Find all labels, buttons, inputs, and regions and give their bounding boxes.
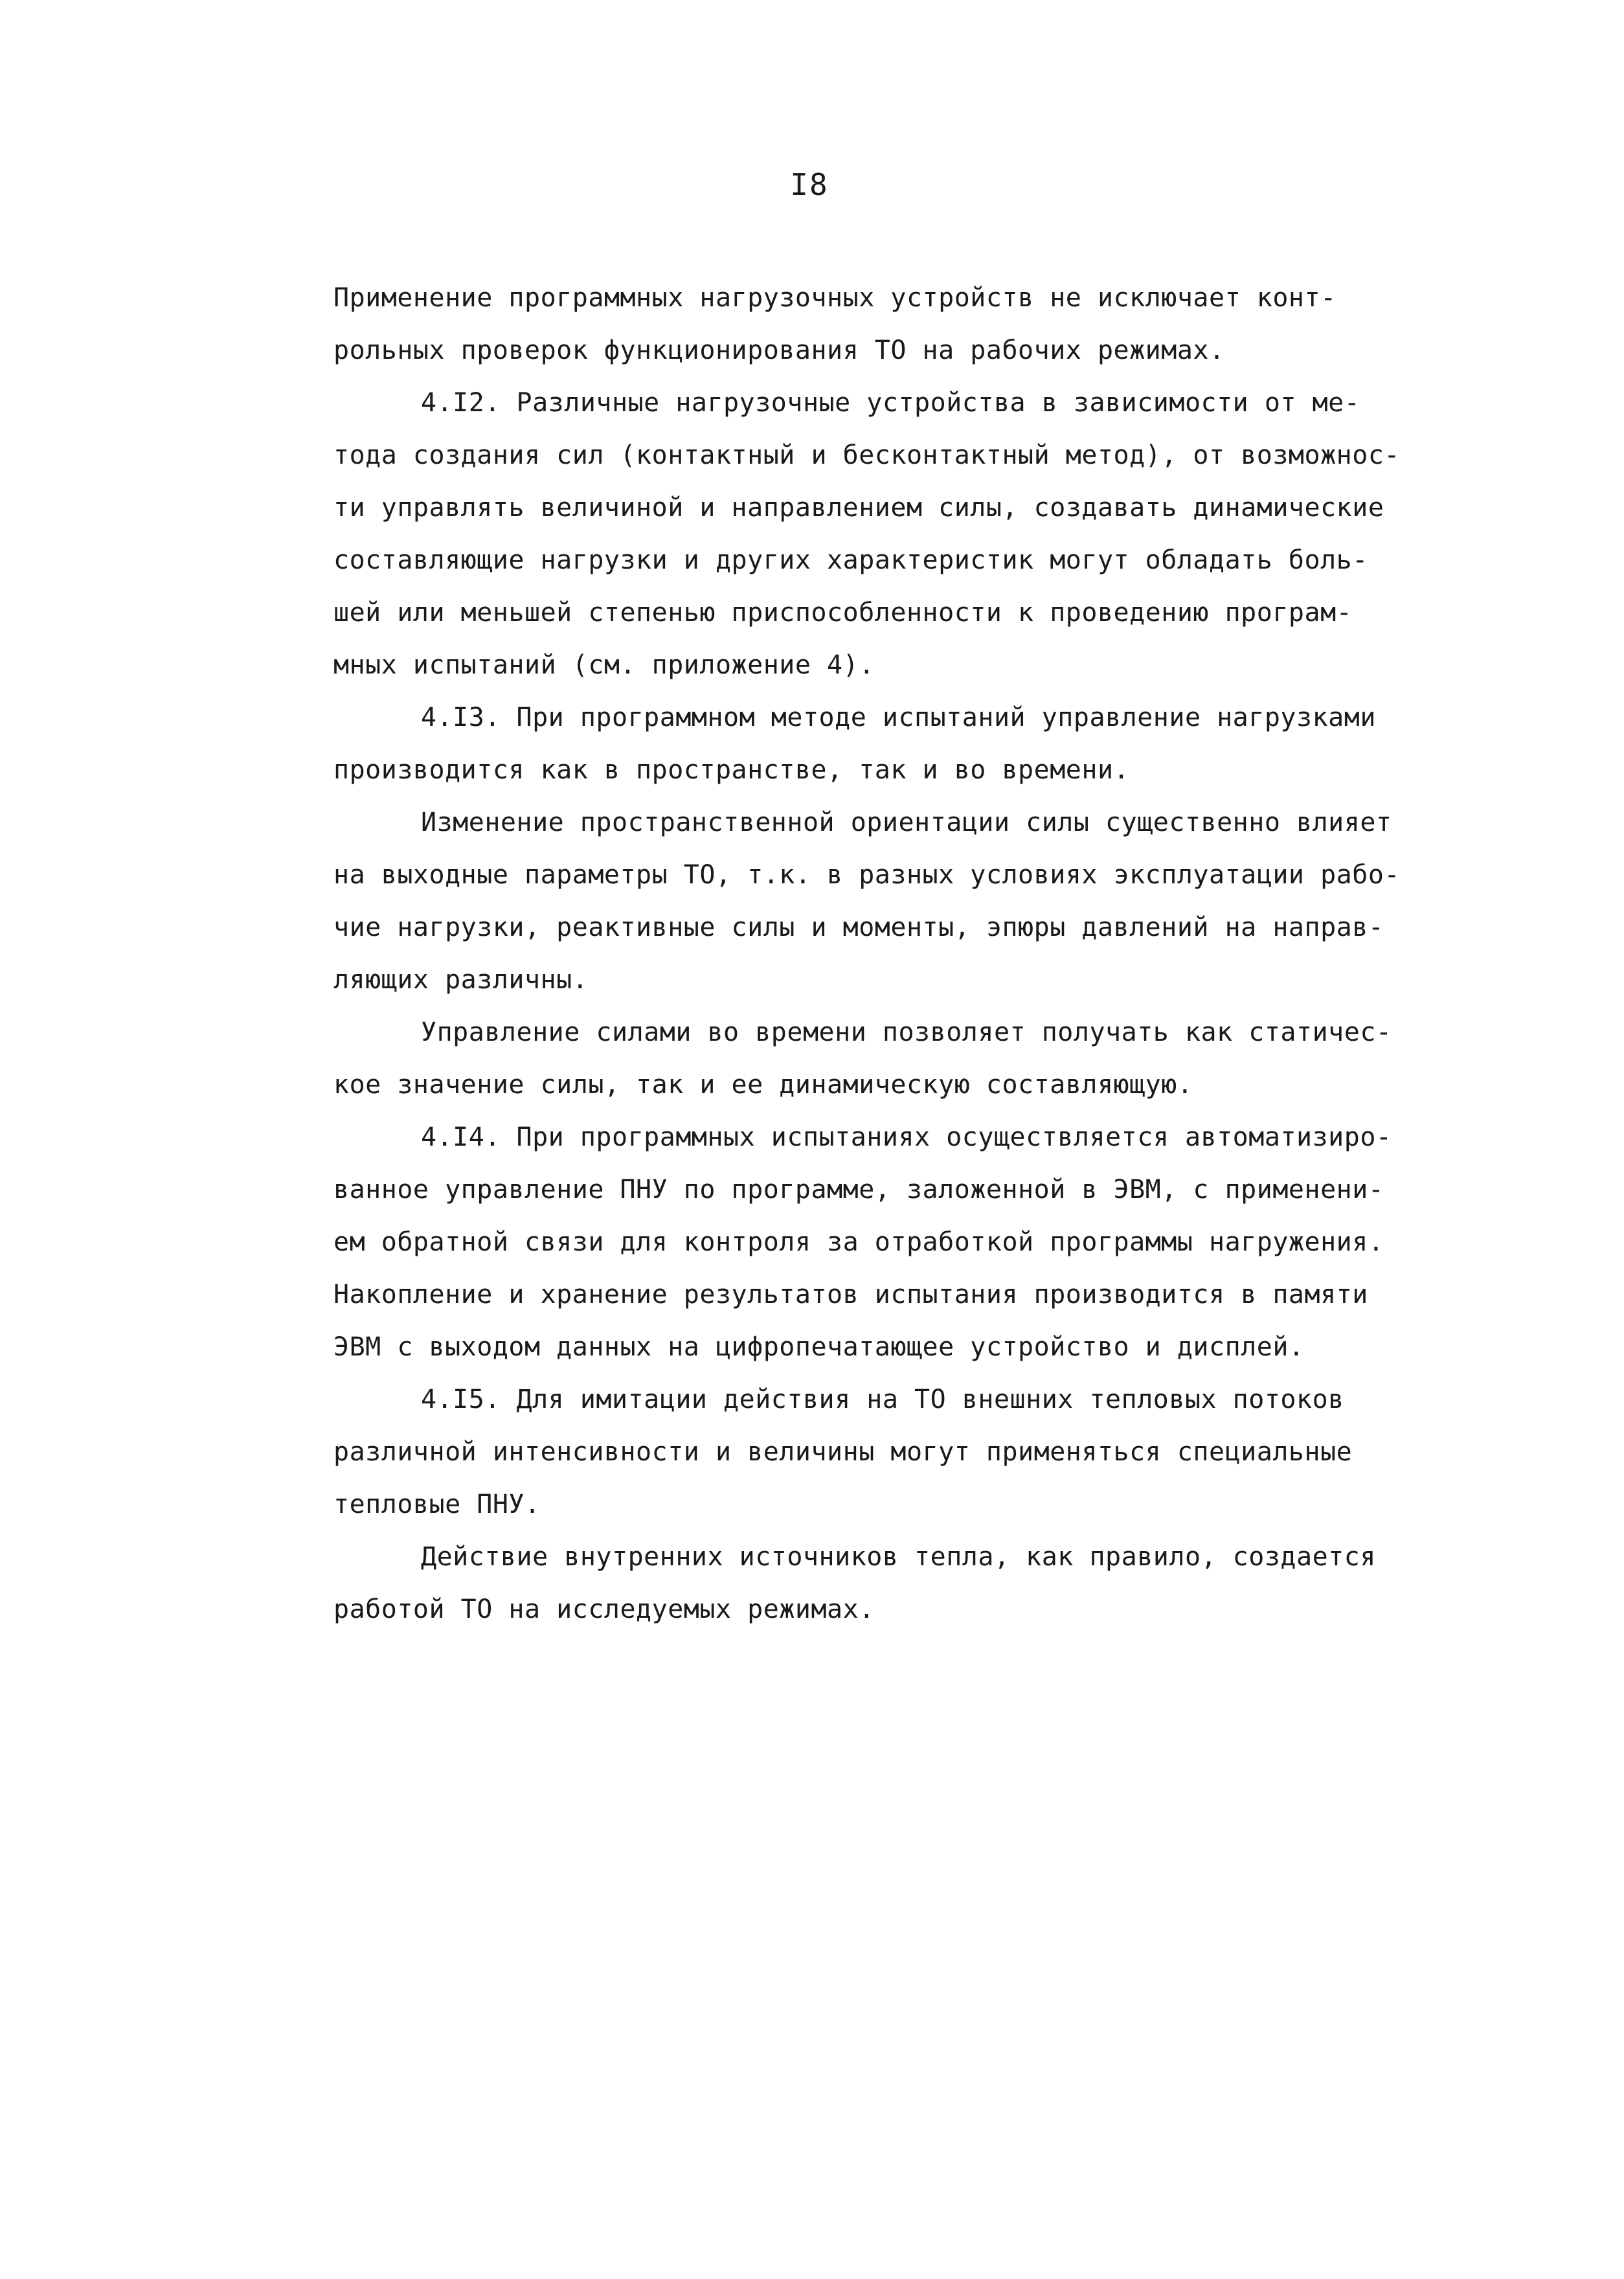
text-line: 4.I5. Для имитации действия на ТО внешних тепловых потоков xyxy=(421,1385,1344,1414)
text-line: 4.I4. При программных испытаниях осуществляется автоматизиро- xyxy=(421,1122,1392,1152)
page-number: I8 xyxy=(790,167,829,202)
body-text xyxy=(333,272,1447,1636)
text-line: рольных проверок функционирования ТО на рабочих режимах. xyxy=(333,335,1225,365)
text-line: ляющих различны. xyxy=(333,965,589,995)
text-line: тепловые ПНУ. xyxy=(333,1490,541,1519)
text-line: различной интенсивности и величины могут применяться специальные xyxy=(333,1437,1353,1467)
text-line: ЭВМ с выходом данных на цифропечатающее устройство и дисплей. xyxy=(333,1332,1305,1362)
text-line: производится как в пространстве, так и во времени. xyxy=(333,755,1130,785)
text-line: кое значение силы, так и ее динамическую составляющую. xyxy=(333,1070,1193,1100)
text-line: ванное управление ПНУ по программе, заложенной в ЭВМ, с применени- xyxy=(333,1175,1384,1205)
text-line: ем обратной связи для контроля за отработкой программы нагружения. xyxy=(333,1227,1384,1257)
text-line: ти управлять величиной и направлением силы, создавать динамические xyxy=(333,493,1384,523)
text-line: Применение программных нагрузочных устройств не исключает конт- xyxy=(333,283,1336,313)
text-line: 4.I2. Различные нагрузочные устройства в зависимости от ме- xyxy=(421,388,1360,418)
text-line: чие нагрузки, реактивные силы и моменты, эпюры давлений на направ- xyxy=(333,913,1384,942)
text-line: мных испытаний (см. приложение 4). xyxy=(333,650,875,680)
text-line: Управление силами во времени позволяет получать как статичес- xyxy=(421,1017,1392,1047)
text-line: составляющие нагрузки и других характеристик могут обладать боль- xyxy=(333,545,1368,575)
text-line: на выходные параметры ТО, т.к. в разных условиях эксплуатации рабо- xyxy=(333,860,1400,890)
text-line: 4.I3. При программном методе испытаний управление нагрузками xyxy=(421,703,1376,732)
text-line: Действие внутренних источников тепла, как правило, создается xyxy=(421,1542,1376,1572)
text-line: тода создания сил (контактный и бесконтактный метод), от возможнос- xyxy=(333,440,1400,470)
text-line: Накопление и хранение результатов испытания производится в памяти xyxy=(333,1280,1368,1310)
text-line: шей или меньшей степенью приспособленности к проведению програм- xyxy=(333,598,1353,628)
text-line: работой ТО на исследуемых режимах. xyxy=(333,1594,875,1624)
text-line: Изменение пространственной ориентации силы существенно влияет xyxy=(421,808,1392,837)
